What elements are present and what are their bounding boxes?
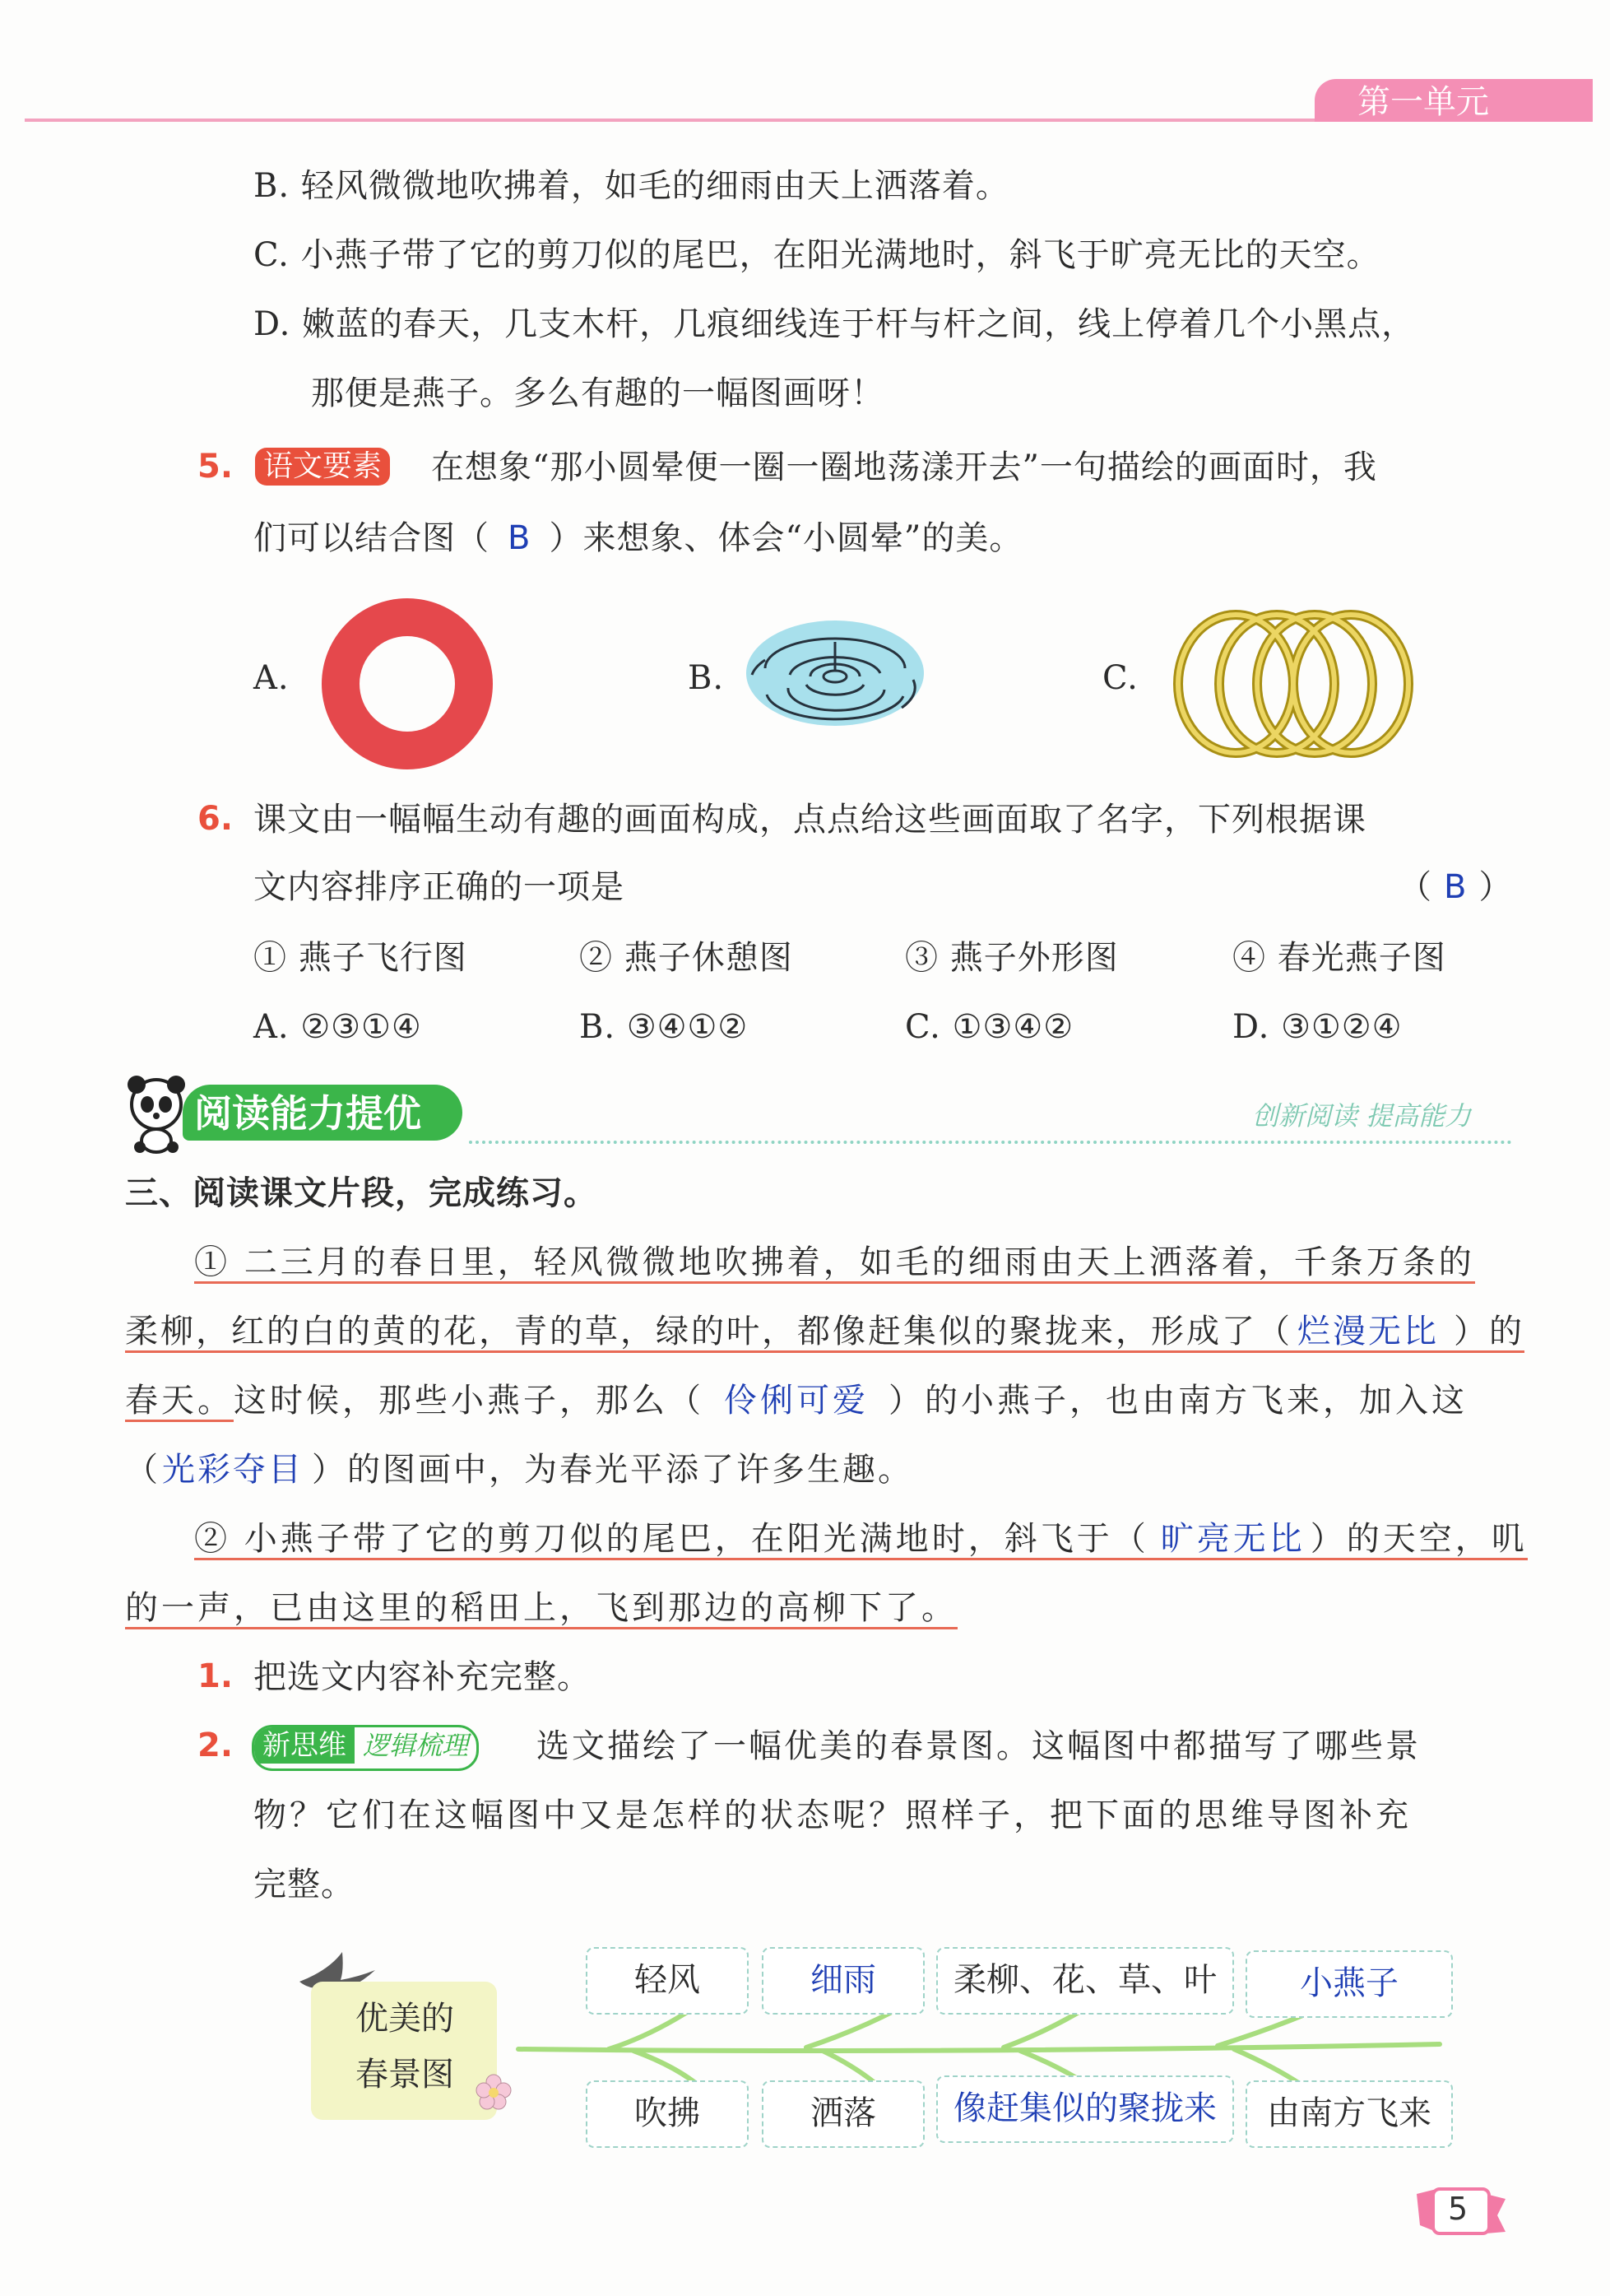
passage-p2-line1: [194, 1519, 1528, 1559]
passage-p2-line1-underlined: [194, 1520, 1528, 1560]
passage-p2-line2: [125, 1588, 958, 1628]
passage-p1-line2-post: ）的: [1454, 1313, 1524, 1350]
q5-tag-wrap: [255, 448, 390, 486]
water-ripple-image: [740, 609, 930, 732]
passage-p2-line1-post: ）的天空，叽: [1310, 1520, 1528, 1558]
q6-item-4: ④ 春光燕子图: [1232, 939, 1446, 977]
sub-q2-number: 2.: [197, 1727, 234, 1764]
mindmap-top-4: 小燕子: [1246, 1950, 1453, 2018]
gold-rings-image: [1167, 606, 1413, 762]
q5-line2-pre: 们可以结合图（: [253, 519, 489, 557]
sub-q2-tag1: 新思维: [254, 1727, 355, 1764]
mindmap-bottom-3: 像赶集似的聚拢来: [936, 2075, 1234, 2143]
passage-p1-line2-underlined: [125, 1313, 1524, 1353]
unit-label: 第一单元: [1357, 83, 1489, 121]
section-dotted-line: [469, 1141, 1512, 1144]
sub-q1-number: 1.: [197, 1657, 234, 1695]
passage-answer-3: 光彩夺目: [162, 1451, 304, 1489]
mindmap-bottom-4: 由南方飞来: [1246, 2080, 1453, 2148]
q5-line2: [253, 518, 1023, 558]
passage-p1-line1-text: ① 二三月的春日里，轻风微微地吹拂着，如毛的细雨由天上洒落着，千条万条的: [194, 1243, 1475, 1284]
q6-line2: 文内容排序正确的一项是: [253, 868, 624, 906]
mindmap-bottom-2: 洒落: [762, 2080, 925, 2148]
q6-choice-d: D. ③①②④: [1232, 1008, 1403, 1046]
sub-q1-text: 把选文内容补充完整。: [253, 1658, 591, 1696]
q4-option-d-line2: 那便是燕子。多么有趣的一幅图画呀！: [311, 374, 884, 412]
passage-answer-4: 旷亮无比: [1160, 1520, 1306, 1558]
passage-p1-line4-post: ）的图画中，为春光平添了许多生趣。: [312, 1451, 913, 1489]
q4-option-c: C. 小燕子带了它的剪刀似的尾巴，在阳光满地时，斜飞于旷亮无比的天空。: [253, 236, 1380, 274]
q6-number: 6.: [197, 800, 234, 838]
section-slogan: 创新阅读 提高能力: [1252, 1100, 1472, 1132]
passage-p2-line2-text: 的一声，已由这里的稻田上，飞到那边的高柳下了。: [125, 1589, 958, 1629]
q6-item-1: ① 燕子飞行图: [253, 939, 467, 977]
sub-q2-line2: 物？它们在这幅图中又是怎样的状态呢？照样子，把下面的思维导图补充: [253, 1796, 1412, 1834]
section-title: 阅读能力提优: [194, 1091, 421, 1136]
q6-item-3: ③ 燕子外形图: [905, 939, 1119, 977]
q5-image-a-label: A.: [253, 659, 290, 697]
q6-choice-b: B. ③④①②: [579, 1008, 749, 1046]
passage-p1-line2-pre: 柔柳，红的白的黄的花，青的草，绿的叶，都像赶集似的聚拢来，形成了（: [125, 1313, 1292, 1350]
q6-choice-a: A. ②③①④: [253, 1008, 422, 1046]
passage-p1-line3: [125, 1381, 1468, 1420]
mindmap-top-2: 细雨: [762, 1947, 925, 2015]
passage-answer-1: 烂漫无比: [1297, 1313, 1439, 1350]
q4-option-b: B. 轻风微微地吹拂着，如毛的细雨由天上洒落着。: [253, 167, 1009, 205]
sub-q2-line3: 完整。: [253, 1866, 355, 1903]
q6-line1: 课文由一幅幅生动有趣的画面构成，点点给这些画面取了名字，下列根据课: [253, 801, 1366, 839]
passage-p1-line3-post: ）的小燕子，也由南方飞来，加入这: [889, 1382, 1468, 1420]
red-ring-image: [313, 589, 502, 779]
mindmap-center-line2: 春景图: [355, 2056, 454, 2094]
q5-image-c-label: C.: [1102, 659, 1139, 697]
passage-p1-line4: [125, 1450, 913, 1490]
passage-p1-line2: [125, 1312, 1524, 1351]
passage-p1-line3-underlined: 春天。: [125, 1382, 234, 1422]
passage-p1-line3-b: 这时候，那些小燕子，那么（: [234, 1382, 704, 1420]
passage-p2-line1-pre: ② 小燕子带了它的剪刀似的尾巴，在阳光满地时，斜飞于（: [194, 1520, 1149, 1558]
q6-paren-close: ）: [1478, 868, 1513, 906]
q6-answer: B: [1444, 868, 1468, 906]
q4-option-d-line1: D. 嫩蓝的春天，几支木杆，几痕细线连于杆与杆之间，线上停着几个小黑点，: [253, 305, 1416, 343]
q6-answer-paren: [1399, 867, 1512, 907]
sub-q2-tag2: 逻辑梳理: [363, 1730, 469, 1761]
mindmap-top-1: 轻风: [586, 1947, 749, 2015]
q5-tag: 语文要素: [255, 448, 390, 486]
section-heading: 三、阅读课文片段，完成练习。: [125, 1174, 597, 1212]
mindmap-bottom-1: 吹拂: [586, 2080, 749, 2148]
passage-answer-2: 伶俐可爱: [724, 1382, 869, 1420]
passage-p1-line4-pre: （: [125, 1451, 160, 1489]
mindmap-center-line1: 优美的: [355, 2000, 454, 2038]
page-number: 5: [1448, 2191, 1468, 2227]
q5-number: 5.: [197, 448, 234, 486]
sub-q2-line1: 选文描绘了一幅优美的春景图。这幅图中都描写了哪些景: [536, 1727, 1421, 1765]
sub-q2-tag-wrap: [252, 1725, 479, 1771]
q5-line2-post: ）来想象、体会“小圆晕”的美。: [549, 519, 1023, 557]
q5-line1: 在想象“那小圆晕便一圈一圈地荡漾开去”一句描绘的画面时，我: [431, 449, 1377, 486]
mindmap-top-3: 柔柳、花、草、叶: [936, 1947, 1234, 2015]
q5-answer: B: [508, 519, 531, 557]
q6-item-2: ② 燕子休憩图: [579, 939, 793, 977]
passage-p1-line1: [194, 1243, 1475, 1282]
q6-choice-c: C. ①③④②: [905, 1008, 1074, 1046]
q5-image-b-label: B.: [688, 659, 725, 697]
q6-paren-open: （: [1399, 868, 1432, 906]
